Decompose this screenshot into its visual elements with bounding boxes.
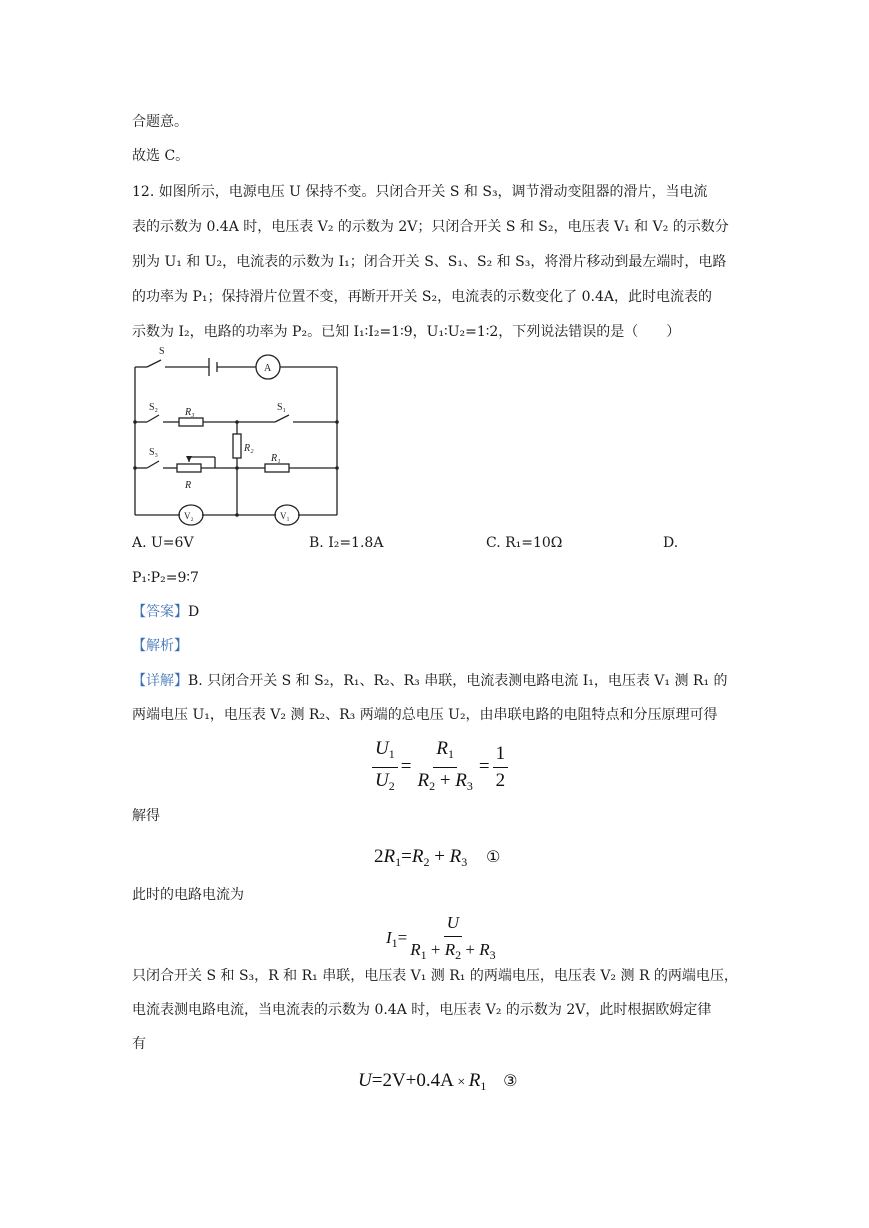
question-line-2: 表的示数为 0.4A 时，电压表 V₂ 的示数为 2V；只闭合开关 S 和 S₂，电压表 V₁ 和 V₂ 的示数分 — [132, 219, 729, 235]
label-v2: V₂ — [184, 511, 194, 521]
equation-current: $I_1=$ $\frac{U}{R_1 + R_2 + R_3}$ — [386, 913, 496, 962]
label-r3: R₃ — [185, 407, 195, 418]
question-line-5: 示数为 I₂，电路的功率为 P₂。已知 I₁∶I₂=1∶9，U₁∶U₂=1∶2，下列说法错误的是（ ） — [132, 324, 681, 340]
label-r: R — [185, 480, 192, 491]
resistor-r3 — [179, 418, 203, 426]
option-d-continued: P₁∶P₂=9∶7 — [132, 570, 199, 586]
switch-s1-blade — [275, 415, 289, 422]
solve-text: 解得 — [132, 808, 160, 824]
question-line-3: 别为 U₁ 和 U₂，电流表的示数为 I₁；闭合开关 S、S₁、S₂ 和 S₃，将滑片移动到最左端时，电路 — [132, 254, 727, 270]
label-r2: R₂ — [244, 443, 254, 454]
equation-mark-1: ① — [486, 847, 501, 866]
option-d: D. — [663, 535, 679, 551]
label-r1: R₁ — [271, 453, 281, 464]
question-line-1 — [132, 182, 708, 202]
question-line-4: 的功率为 P₁；保持滑片位置不变，再断开开关 S₂，电流表的示数变化了 0.4A，此时电流表的 — [132, 289, 712, 305]
option-a: A. U=6V — [132, 535, 194, 551]
switch-s3-blade — [147, 461, 159, 468]
switch-s2-blade — [147, 415, 159, 422]
switch-s-blade — [147, 360, 161, 367]
question-text-1: 如图所示，电源电压 U 保持不变。只闭合开关 S 和 S₃，调节滑动变阻器的滑片，当电流 — [158, 184, 708, 200]
text-line-1: 合题意。 — [132, 114, 188, 130]
text-line-2: 故选 C。 — [132, 148, 190, 164]
analysis-line — [132, 636, 188, 656]
question-number: 12. — [132, 184, 155, 200]
label-s3: S₃ — [149, 447, 159, 458]
equation-mark-3: ③ — [503, 1071, 518, 1090]
option-b: B. I₂=1.8A — [309, 535, 384, 551]
detail-line-2: 两端电压 U₁，电压表 V₂ 测 R₂、R₃ 两端的总电压 U₂，由串联电路的电阻特点和分压原理可得 — [132, 707, 718, 723]
label-s2: S₂ — [149, 402, 159, 413]
detail-tag: 【详解】 — [132, 673, 188, 689]
s3-line-1: 只闭合开关 S 和 S₃，R 和 R₁ 串联，电压表 V₁ 测 R₁ 的两端电压，电压表 V₂ 测 R 的两端电压， — [132, 968, 738, 984]
rheostat-r — [177, 464, 201, 472]
slider-arrow — [186, 456, 192, 462]
detail-text-1: B. 只闭合开关 S 和 S₂，R₁、R₂、R₃ 串联，电流表测电路电流 I₁，电压表 V₁ 测 R₁ 的 — [188, 673, 728, 689]
label-v1: V₁ — [280, 511, 290, 521]
answer-value: D — [188, 604, 200, 620]
s3-line-2: 电流表测电路电流，当电流表的示数为 0.4A 时，电压表 V₂ 的示数为 2V，此时根据欧姆定律 — [132, 1002, 712, 1018]
label-s1: S₁ — [277, 402, 287, 413]
label-s: S — [159, 346, 165, 357]
option-c: C. R₁=10Ω — [486, 535, 563, 551]
label-ammeter: A — [264, 363, 272, 374]
answer-tag: 【答案】 — [132, 604, 188, 620]
circuit-diagram — [125, 342, 345, 527]
resistor-r1 — [265, 464, 289, 472]
detail-line-1 — [132, 671, 728, 691]
s3-line-3: 有 — [132, 1036, 146, 1052]
equation-resistance: $2R_1=R_2 + R_3$ ① — [374, 846, 501, 869]
analysis-tag: 【解析】 — [132, 638, 188, 654]
current-text: 此时的电路电流为 — [132, 887, 244, 903]
equation-voltage: $U=2V+0.4A \times R_1$ ③ — [358, 1070, 518, 1093]
resistor-r2 — [233, 434, 241, 458]
answer-line — [132, 602, 199, 622]
equation-ratio: $\frac{U_1}{U_2}$ = $\frac{R_1}{R_2 + R_3}$ = $\frac{1}{2}$ — [372, 738, 508, 797]
